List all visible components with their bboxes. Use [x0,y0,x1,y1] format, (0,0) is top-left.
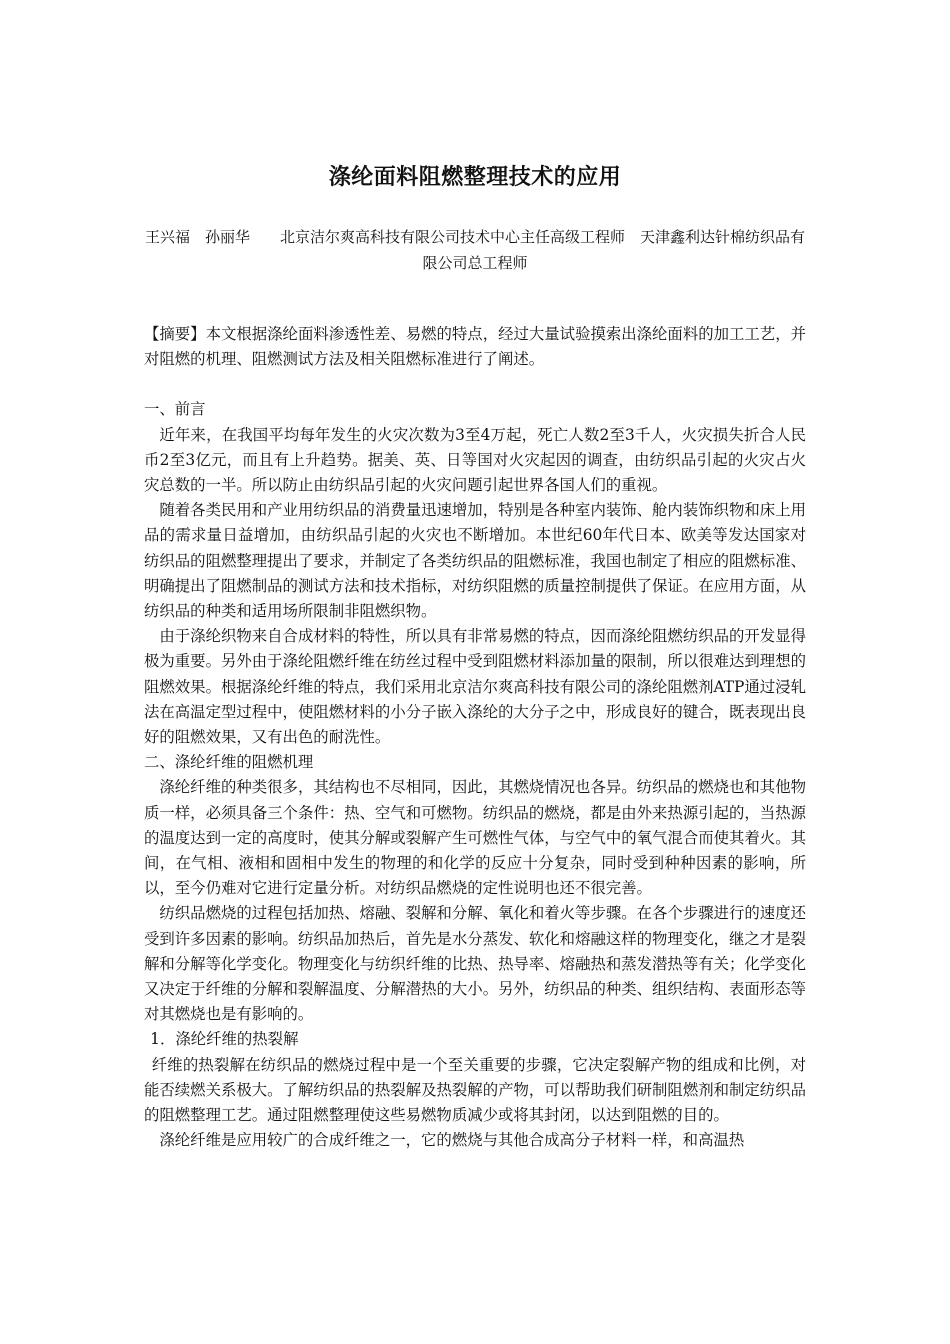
author-line: 王兴福 孙丽华 北京洁尔爽高科技有限公司技术中心主任高级工程师 天津鑫利达针棉纺织品有限公司总工程师 [144,228,805,272]
paragraph: 随着各类民用和产业用纺织品的消费量迅速增加，特别是各种室内装饰、舱内装饰织物和床上用品的需求量日益增加，由纺织品引起的火灾也不断增加。本世纪60年代日本、欧美等发达国家对纺织品的阻燃整理提出了要求，并制定了各类纺织品的阻燃标准，我国也制定了相应的阻燃标准、明确提出了阻燃制品的测试方法和技术指标，对纺织阻燃的质量控制提供了保证。在应用方面，从纺织品的种类和适用场所限制非阻燃织物。 [144,501,806,621]
section-heading-foreword: 一、前言 [144,400,206,419]
document-title: 涤纶面料阻燃整理技术的应用 [328,164,622,190]
abstract: 【摘要】本文根据涤纶面料渗透性差、易燃的特点，经过大量试验摸索出涤纶面料的加工工艺，并对阻燃的机理、阻燃测试方法及相关阻燃标准进行了阐述。 [144,325,806,369]
paragraph: 由于涤纶织物来自合成材料的特性，所以具有非常易燃的特点，因而涤纶阻燃纺织品的开发显得极为重要。另外由于涤纶阻燃纤维在纺丝过程中受到阻燃材料添加量的限制，所以很难达到理想的阻燃效果。根据涤纶纤维的特点，我们采用北京洁尔爽高科技有限公司的涤纶阻燃剂ATP通过浸轧法在高温定型过程中，使阻燃材料的小分子嵌入涤纶的大分子之中，形成良好的键合，既表现出良好的阻燃效果，又有出色的耐洗性。 [144,627,806,747]
subsection-heading-pyrolysis: 1．涤纶纤维的热裂解 [150,1030,299,1049]
paragraph: 纺织品燃烧的过程包括加热、熔融、裂解和分解、氧化和着火等步骤。在各个步骤进行的速度还受到许多因素的影响。纺织品加热后，首先是水分蒸发、软化和熔融这样的物理变化，继之才是裂解和分解等化学变化。物理变化与纺织纤维的比热、热导率、熔融热和蒸发潜热等有关；化学变化又决定于纤维的分解和裂解温度、分解潜热的大小。另外，纺织品的种类、组织结构、表面形态等对其燃烧也是有影响的。 [144,904,806,1024]
paragraph: 纤维的热裂解在纺织品的燃烧过程中是一个至关重要的步骤，它决定裂解产物的组成和比例，对能否续燃关系极大。了解纺织品的热裂解及热裂解的产物，可以帮助我们研制阻燃剂和制定纺织品的阻燃整理工艺。通过阻燃整理使这些易燃物质减少或将其封闭，以达到阻燃的目的。 [144,1055,806,1125]
document-body [144,322,806,1154]
section-heading-mechanism: 二、涤纶纤维的阻燃机理 [144,753,314,772]
paragraph: 涤纶纤维的种类很多，其结构也不尽相同，因此，其燃烧情况也各异。纺织品的燃烧也和其他物质一样，必须具备三个条件：热、空气和可燃物。纺织品的燃烧，都是由外来热源引起的，当热源的温度达到一定的高度时，使其分解或裂解产生可燃性气体，与空气中的氧气混合而使其着火。其间，在气相、液相和固相中发生的物理的和化学的反应十分复杂，同时受到种种因素的影响，所以，至今仍难对它进行定量分析。对纺织品燃烧的定性说明也还不很完善。 [144,778,806,898]
paragraph: 涤纶纤维是应用较广的合成纤维之一，它的燃烧与其他合成高分子材料一样，和高温热 [159,1131,745,1150]
paragraph: 近年来，在我国平均每年发生的火灾次数为3至4万起，死亡人数2至3千人，火灾损失折合人民币2至3亿元，而且有上升趋势。据美、英、日等国对火灾起因的调查，由纺织品引起的火灾占火灾总数的一半。所以防止由纺织品引起的火灾问题引起世界各国人们的重视。 [144,425,806,495]
